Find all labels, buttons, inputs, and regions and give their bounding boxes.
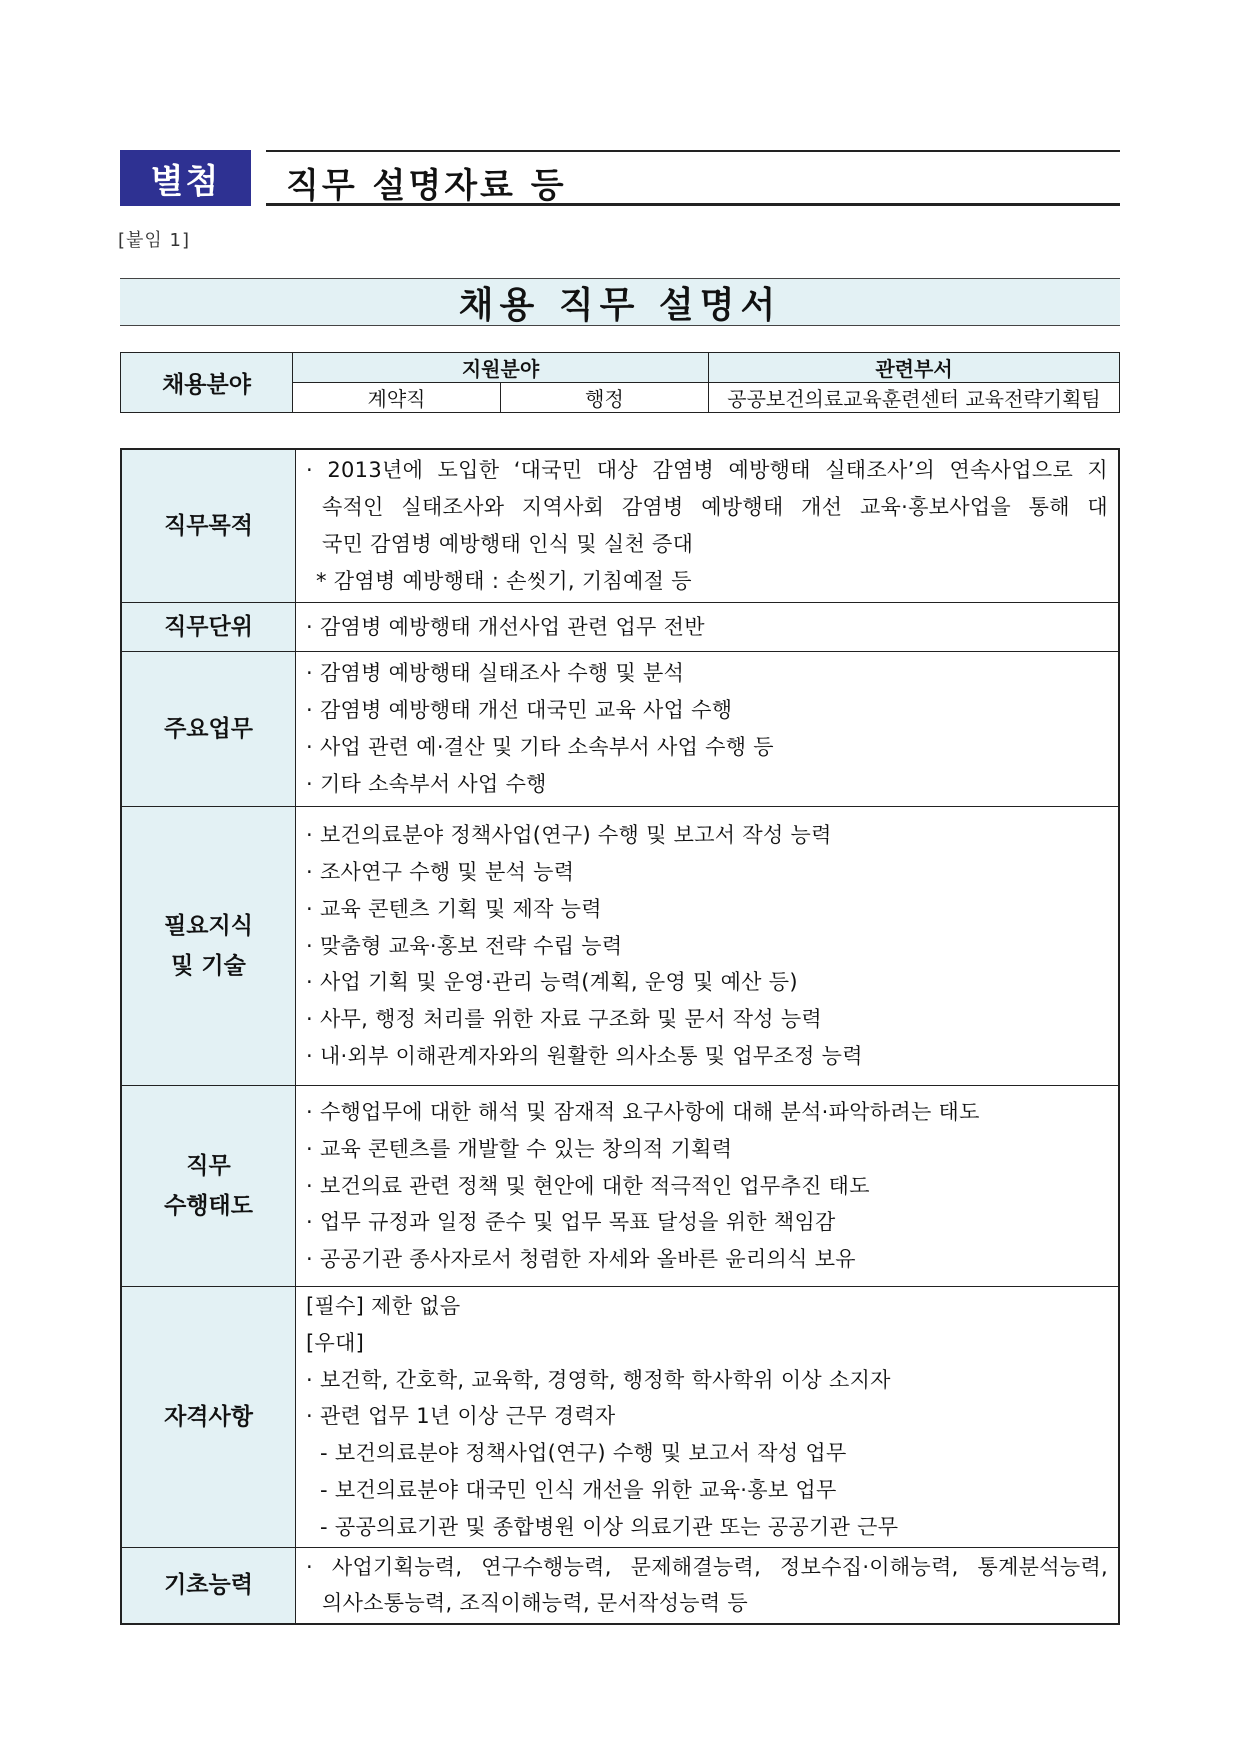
table-row — [121, 1287, 1119, 1548]
attitude-label-line-1: 직무 — [186, 1153, 231, 1179]
list-item: · 기타 소속부서 사업 수행 — [306, 771, 547, 796]
list-item: · 수행업무에 대한 해석 및 잠재적 요구사항에 대해 분석·파악하려는 태도 — [306, 1100, 980, 1124]
attitude-label-line-2: 수행태도 — [164, 1193, 253, 1219]
list-item: · 보건의료 관련 정책 및 현안에 대한 적극적인 업무추진 태도 — [306, 1173, 870, 1198]
skills-label-line-1: 필요지식 — [164, 913, 253, 939]
list-item: · 보건의료분야 정책사업(연구) 수행 및 보고서 작성 능력 — [306, 823, 832, 848]
list-item: · 보건학, 간호학, 교육학, 경영학, 행정학 학사학위 이상 소지자 — [306, 1367, 891, 1392]
document-title: 채용 직무 설명서 — [120, 278, 1120, 326]
list-item: · 조사연구 수행 및 분석 능력 — [306, 860, 575, 884]
tasks-label: 주요업무 — [121, 652, 296, 807]
list-item: - 보건의료분야 대국민 인식 개선을 위한 교육·홍보 업무 — [320, 1477, 837, 1502]
appendix-badge: 별첨 — [120, 150, 251, 206]
tasks-content — [296, 652, 1120, 807]
list-item: * 감염병 예방행태 : 손씻기, 기침예절 등 — [316, 568, 692, 593]
qualification-content — [296, 1287, 1120, 1548]
purpose-label: 직무목적 — [121, 449, 296, 603]
list-item: · 관련 업무 1년 이상 근무 경력자 — [306, 1404, 616, 1429]
list-item: · 사업 관련 예·결산 및 기타 소속부서 사업 수행 등 — [306, 735, 774, 759]
list-item: · 공공기관 종사자로서 청렴한 자세와 올바른 윤리의식 보유 — [306, 1247, 856, 1272]
dept-header-cell: 관련부서 — [709, 353, 1120, 383]
attachment-label: [붙임 1] — [118, 230, 190, 251]
table-row — [121, 807, 1119, 1086]
apply-type-cell: 계약직 — [293, 383, 501, 413]
attitude-label — [121, 1086, 296, 1287]
list-item: · 감염병 예방행태 실태조사 수행 및 분석 — [306, 661, 685, 686]
list-item: · 교육 콘텐츠를 개발할 수 있는 창의적 기획력 — [306, 1136, 733, 1161]
basic-ability-content — [296, 1547, 1120, 1624]
recruitment-info-table — [120, 352, 1120, 413]
list-item: · 업무 규정과 일정 준수 및 업무 목표 달성을 위한 책임감 — [306, 1210, 836, 1235]
list-item: · 사업 기획 및 운영·관리 능력(계획, 운영 및 예산 등) — [306, 970, 798, 995]
list-item: - 보건의료분야 정책사업(연구) 수행 및 보고서 작성 업무 — [320, 1441, 847, 1466]
list-item: · 교육 콘텐츠 기획 및 제작 능력 — [306, 896, 602, 921]
page-title: 직무 설명자료 등 — [286, 166, 567, 206]
skills-label-line-2: 및 기술 — [171, 953, 246, 979]
list-item: · 사무, 행정 처리를 위한 자료 구조화 및 문서 작성 능력 — [306, 1007, 823, 1032]
basic-ability-label: 기초능력 — [121, 1547, 296, 1624]
purpose-content — [296, 449, 1120, 603]
table-row — [121, 1086, 1119, 1287]
apply-area-cell: 행정 — [501, 383, 709, 413]
dept-cell: 공공보건의료교육훈련센터 교육전략기획팀 — [709, 383, 1120, 413]
list-item: 국민 감염병 예방행태 인식 및 실천 증대 — [322, 532, 694, 556]
table-row — [121, 449, 1119, 603]
list-item: [필수] 제한 없음 — [306, 1294, 461, 1318]
table-row — [121, 1547, 1119, 1624]
list-item: 속적인 실태조사와 지역사회 감염병 예방행태 개선 교육·홍보사업을 통해 대 — [322, 495, 1108, 520]
list-item: 의사소통능력, 조직이해능력, 문서작성능력 등 — [322, 1591, 749, 1616]
list-item: · 맞춤형 교육·홍보 전략 수립 능력 — [306, 933, 623, 958]
table-row — [121, 603, 1119, 652]
unit-content — [296, 603, 1120, 652]
list-item: · 감염병 예방행태 개선사업 관련 업무 전반 — [306, 614, 705, 639]
attitude-content — [296, 1086, 1120, 1287]
apply-header-cell: 지원분야 — [293, 353, 709, 383]
field-label-cell: 채용분야 — [121, 353, 293, 413]
list-item: · 사업기획능력, 연구수행능력, 문제해결능력, 정보수집·이해능력, 통계분석능력, — [306, 1554, 1108, 1579]
list-item: - 공공의료기관 및 종합병원 이상 의료기관 또는 공공기관 근무 — [320, 1514, 899, 1539]
skills-label — [121, 807, 296, 1086]
job-description-table — [120, 448, 1120, 1625]
table-row — [121, 652, 1119, 807]
qualification-label: 자격사항 — [121, 1287, 296, 1548]
list-item: · 내·외부 이해관계자와의 원활한 의사소통 및 업무조정 능력 — [306, 1043, 863, 1068]
list-item: [우대] — [306, 1330, 365, 1355]
list-item: · 감염병 예방행태 개선 대국민 교육 사업 수행 — [306, 698, 733, 723]
header-title-bar — [266, 150, 1120, 206]
skills-content — [296, 807, 1120, 1086]
unit-label: 직무단위 — [121, 603, 296, 652]
list-item: · 2013년에 도입한 ‘대국민 대상 감염병 예방행태 실태조사’의 연속사업으로 지 — [306, 458, 1108, 483]
